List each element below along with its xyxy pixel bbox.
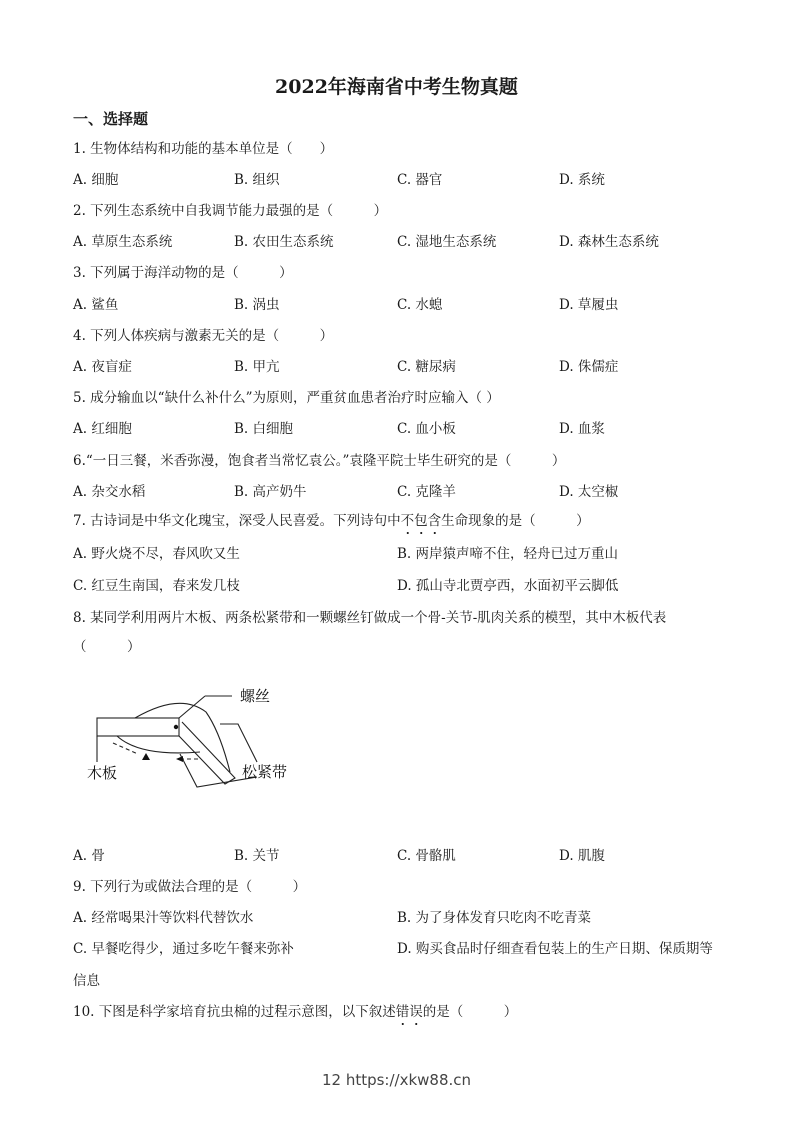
option-a: A. 草原生态系统 bbox=[73, 234, 173, 250]
page-title: 2022年海南省中考生物真题 bbox=[275, 76, 518, 98]
option-continued: 信息 bbox=[73, 973, 100, 989]
option-a: A. 鲨鱼 bbox=[73, 297, 119, 313]
option-d: D. 孤山寺北贾亭西，水面初平云脚低 bbox=[397, 578, 619, 594]
question-stem: 2. 下列生态系统中自我调节能力最强的是（ ） bbox=[73, 203, 388, 219]
option-c: C. 器官 bbox=[397, 172, 443, 188]
screw-dot bbox=[174, 725, 178, 729]
page-footer: 12 https://xkw88.cn bbox=[321, 1071, 472, 1089]
arrow-left-icon bbox=[176, 756, 183, 762]
option-c: C. 糖尿病 bbox=[397, 359, 456, 375]
stem-text: 的是（ ） bbox=[422, 1004, 518, 1020]
option-c: C. 骨骼肌 bbox=[397, 848, 456, 864]
option-a: A. 细胞 bbox=[73, 172, 119, 188]
arrow-up-icon bbox=[142, 753, 150, 760]
question-stem: 4. 下列人体疾病与激素无关的是（ ） bbox=[73, 328, 334, 344]
question-stem-continued: （ ） bbox=[73, 639, 141, 655]
emphasized-text: 错误 bbox=[395, 1004, 423, 1020]
label-board: 木板 bbox=[87, 764, 118, 782]
option-d: D. 肌腹 bbox=[559, 848, 605, 864]
question-stem: 8. 某同学利用两片木板、两条松紧带和一颗螺丝钉做成一个骨-关节-肌肉关系的模型，其中木板代表 bbox=[73, 610, 667, 626]
option-b: B. 关节 bbox=[234, 848, 280, 864]
option-b: B. 甲亢 bbox=[234, 359, 280, 375]
option-a: A. 红细胞 bbox=[73, 421, 132, 437]
option-c: C. 水螅 bbox=[397, 297, 443, 313]
option-a: A. 骨 bbox=[73, 848, 105, 864]
question-stem: 1. 生物体结构和功能的基本单位是（ ） bbox=[73, 141, 334, 157]
option-d: D. 太空椒 bbox=[559, 484, 619, 500]
option-d: D. 侏儒症 bbox=[559, 359, 619, 375]
option-b: B. 组织 bbox=[234, 172, 280, 188]
label-screw: 螺丝 bbox=[240, 687, 271, 705]
option-c: C. 血小板 bbox=[397, 421, 456, 437]
option-c: C. 红豆生南国，春来发几枝 bbox=[73, 578, 240, 594]
option-b: B. 两岸猿声啼不住，轻舟已过万重山 bbox=[397, 546, 619, 562]
bone-joint-muscle-model-figure bbox=[80, 682, 310, 812]
option-b: B. 高产奶牛 bbox=[234, 484, 307, 500]
option-b: B. 涡虫 bbox=[234, 297, 280, 313]
option-d: D. 系统 bbox=[559, 172, 605, 188]
option-a: A. 夜盲症 bbox=[73, 359, 132, 375]
section-heading: 一、选择题 bbox=[73, 110, 149, 128]
option-c: C. 湿地生态系统 bbox=[397, 234, 497, 250]
option-d: D. 血浆 bbox=[559, 421, 605, 437]
label-band: 松紧带 bbox=[242, 763, 288, 781]
option-c: C. 早餐吃得少，通过多吃午餐来弥补 bbox=[73, 941, 294, 957]
option-b: B. 为了身体发育只吃肉不吃青菜 bbox=[397, 910, 592, 926]
question-stem bbox=[73, 512, 590, 530]
emphasized-text: 不包含 bbox=[400, 513, 442, 529]
option-d: D. 购买食品时仔细查看包装上的生产日期、保质期等 bbox=[397, 941, 713, 957]
stem-text: 7. 古诗词是中华文化瑰宝，深受人民喜爱。下列诗句中 bbox=[73, 513, 401, 529]
stem-text: 10. 下图是科学家培育抗虫棉的过程示意图，以下叙述 bbox=[73, 1004, 396, 1020]
option-c: C. 克隆羊 bbox=[397, 484, 456, 500]
question-stem: 9. 下列行为或做法合理的是（ ） bbox=[73, 879, 307, 895]
question-stem bbox=[73, 1003, 517, 1021]
stem-text: 生命现象的是（ ） bbox=[441, 513, 590, 529]
option-a: A. 杂交水稻 bbox=[73, 484, 146, 500]
question-stem: 6.“一日三餐，米香弥漫，饱食者当常忆袁公。”袁隆平院士毕生研究的是（ ） bbox=[73, 453, 566, 469]
question-stem: 5. 成分输血以“缺什么补什么”为原则，严重贫血患者治疗时应输入（ ） bbox=[73, 390, 500, 406]
question-stem: 3. 下列属于海洋动物的是（ ） bbox=[73, 265, 293, 281]
option-d: D. 森林生态系统 bbox=[559, 234, 659, 250]
option-b: B. 白细胞 bbox=[234, 421, 294, 437]
option-a: A. 野火烧不尽，春风吹又生 bbox=[73, 546, 240, 562]
option-b: B. 农田生态系统 bbox=[234, 234, 334, 250]
option-d: D. 草履虫 bbox=[559, 297, 619, 313]
option-a: A. 经常喝果汁等饮料代替饮水 bbox=[73, 910, 254, 926]
